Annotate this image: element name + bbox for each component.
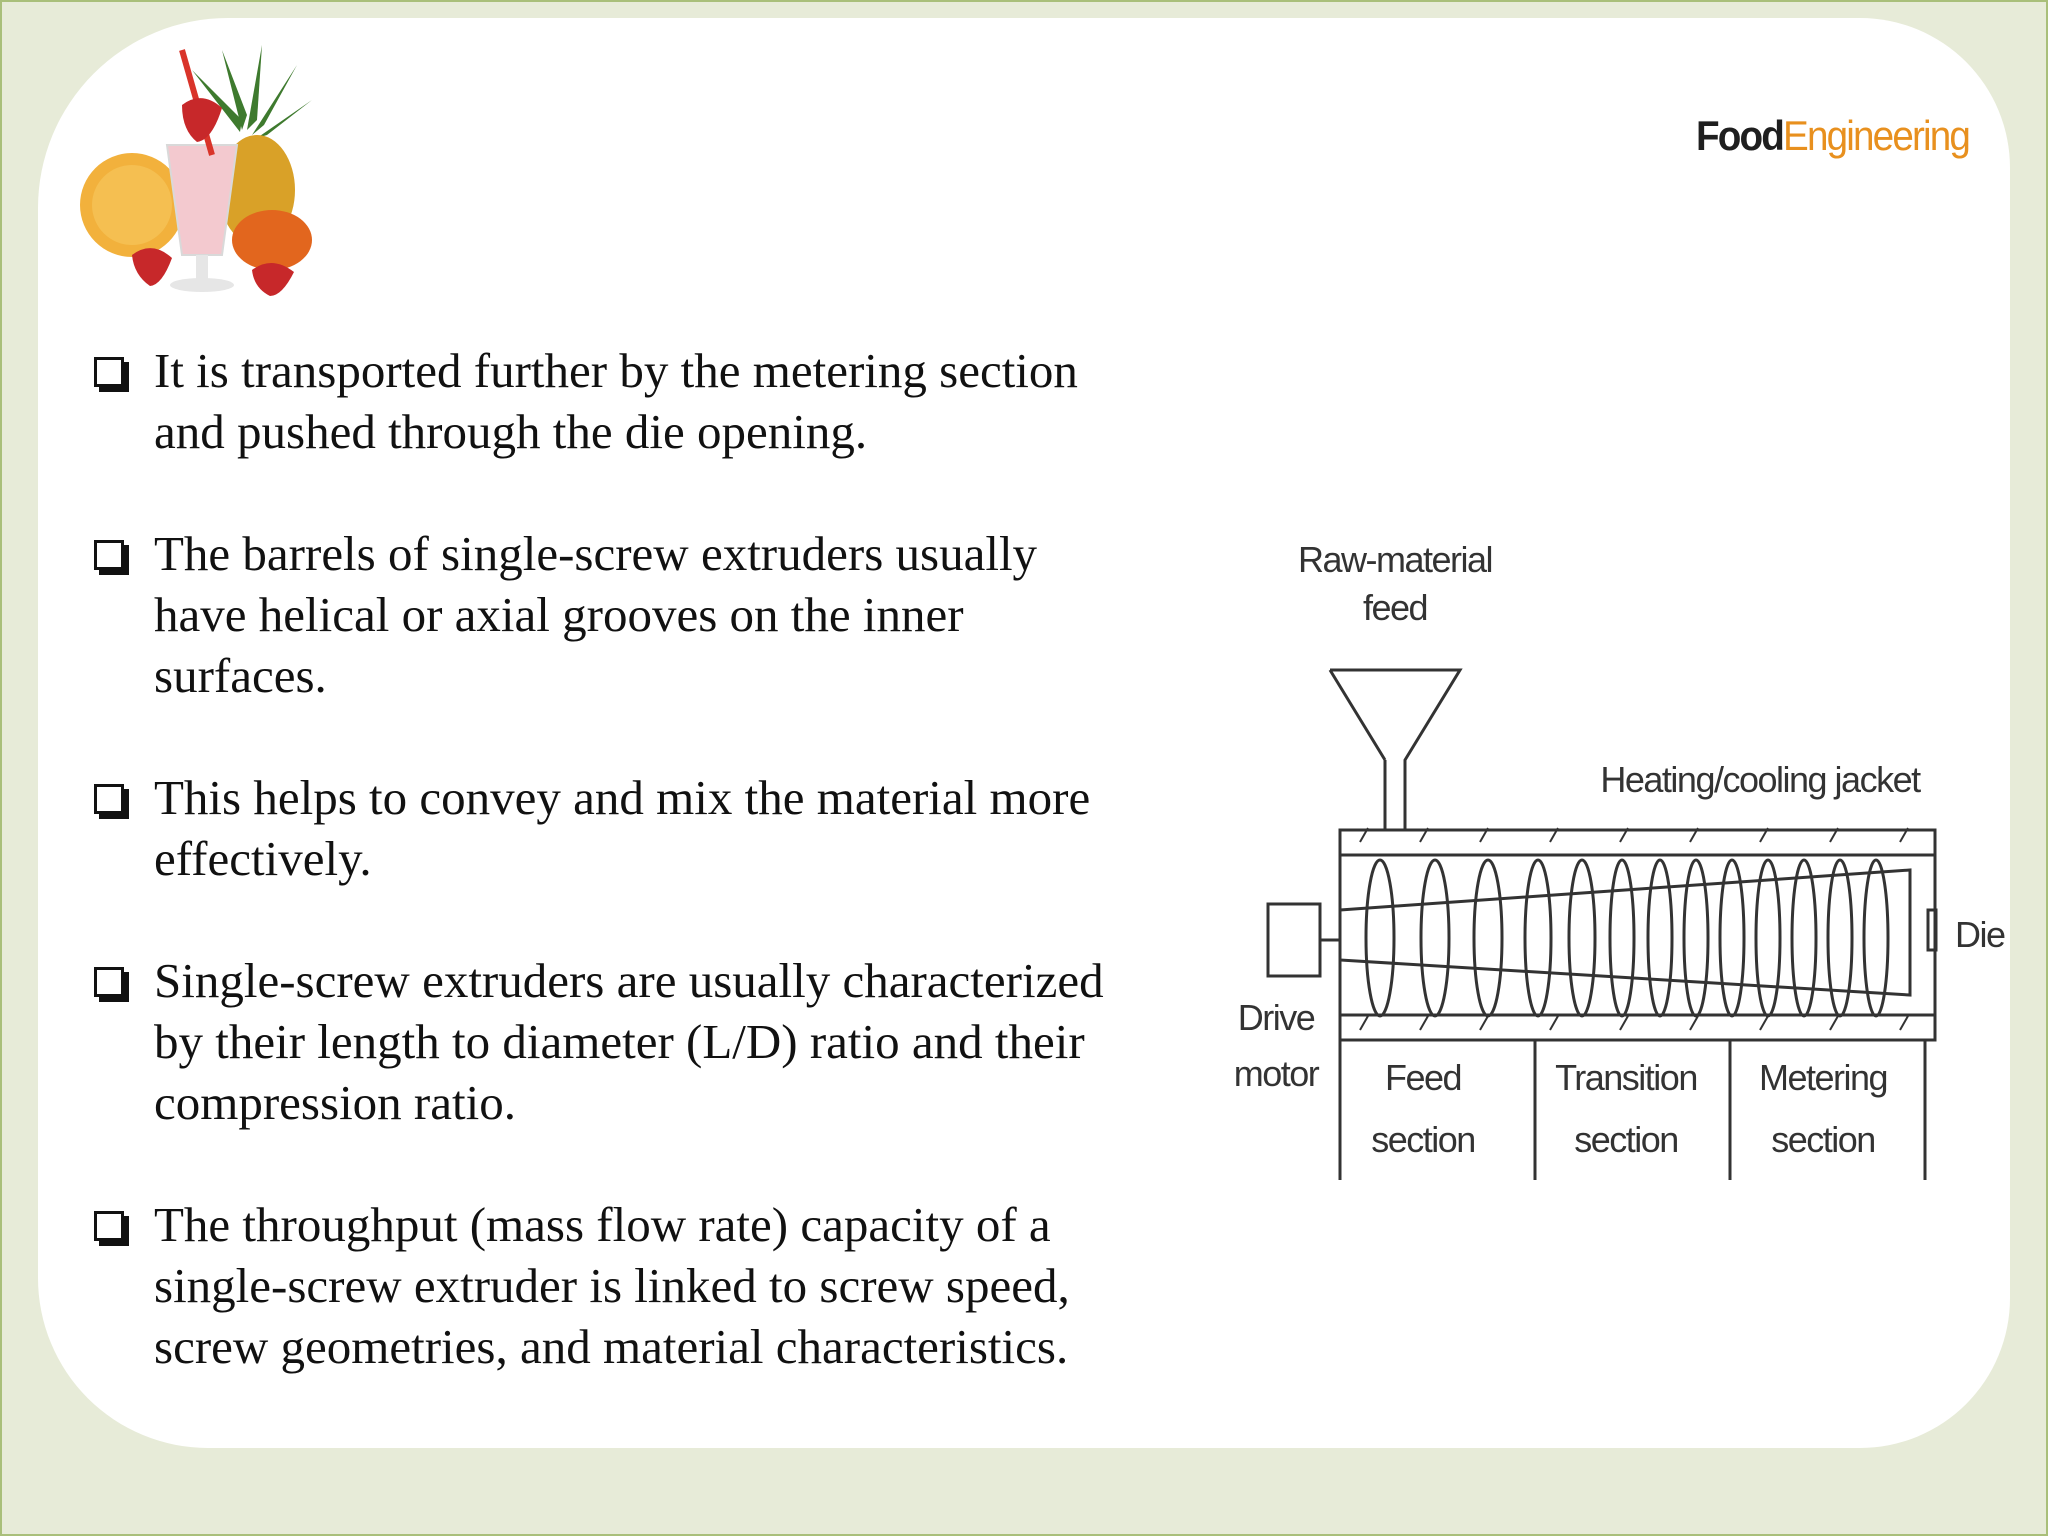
label-feed-section: Feed	[1384, 1057, 1462, 1098]
bullet-list	[90, 340, 1170, 1438]
label-feed: feed	[1362, 587, 1428, 628]
screw-flights	[1366, 860, 1888, 1016]
label-feed-section-2: section	[1371, 1119, 1475, 1160]
fruit-smoothie-logo	[72, 30, 322, 300]
bullet-item	[90, 950, 1170, 1133]
label-metering: Metering	[1758, 1057, 1888, 1098]
bullet-line: have helical or axial grooves on the inner	[154, 587, 964, 642]
brand-logo	[1696, 112, 1969, 160]
extruder-diagram	[1220, 520, 2005, 1200]
checkbox-bullet-icon	[94, 967, 124, 997]
bullet-item	[90, 340, 1170, 462]
bullet-line: It is transported further by the metering section	[154, 343, 1078, 398]
bullet-line: by their length to diameter (L/D) ratio and their	[154, 1014, 1085, 1069]
bullet-line: compression ratio.	[154, 1075, 516, 1130]
hopper	[1330, 670, 1460, 830]
bullet-item	[90, 1194, 1170, 1377]
bullet-line: The barrels of single-screw extruders usually	[154, 526, 1038, 581]
label-raw-material: Raw-material	[1297, 539, 1493, 580]
label-transition-2: section	[1574, 1119, 1678, 1160]
bullet-line: surfaces.	[154, 648, 327, 703]
bullet-item	[90, 523, 1170, 706]
checkbox-bullet-icon	[94, 1211, 124, 1241]
label-motor: motor	[1233, 1053, 1319, 1094]
bullet-line: effectively.	[154, 831, 372, 886]
bullet-line: single-screw extruder is linked to screw speed,	[154, 1258, 1070, 1313]
label-transition: Transition	[1555, 1057, 1697, 1098]
checkbox-bullet-icon	[94, 540, 124, 570]
checkbox-bullet-icon	[94, 357, 124, 387]
label-metering-2: section	[1771, 1119, 1875, 1160]
die-plate	[1928, 910, 1936, 950]
drive-motor	[1268, 904, 1320, 976]
bullet-item	[90, 767, 1170, 889]
brand-engineering: Engineering	[1783, 112, 1970, 159]
bullet-line: and pushed through the die opening.	[154, 404, 868, 459]
brand-food: Food	[1696, 112, 1784, 159]
label-drive: Drive	[1237, 997, 1315, 1038]
bullet-line: This helps to convey and mix the material more	[154, 770, 1091, 825]
bullet-line: screw geometries, and material characteristics.	[154, 1319, 1069, 1374]
checkbox-bullet-icon	[94, 784, 124, 814]
label-die: Die	[1955, 914, 2005, 955]
label-jacket: Heating/cooling jacket	[1600, 759, 1920, 800]
bullet-line: Single-screw extruders are usually characterized	[154, 953, 1104, 1008]
bullet-line: The throughput (mass flow rate) capacity of a	[154, 1197, 1051, 1252]
